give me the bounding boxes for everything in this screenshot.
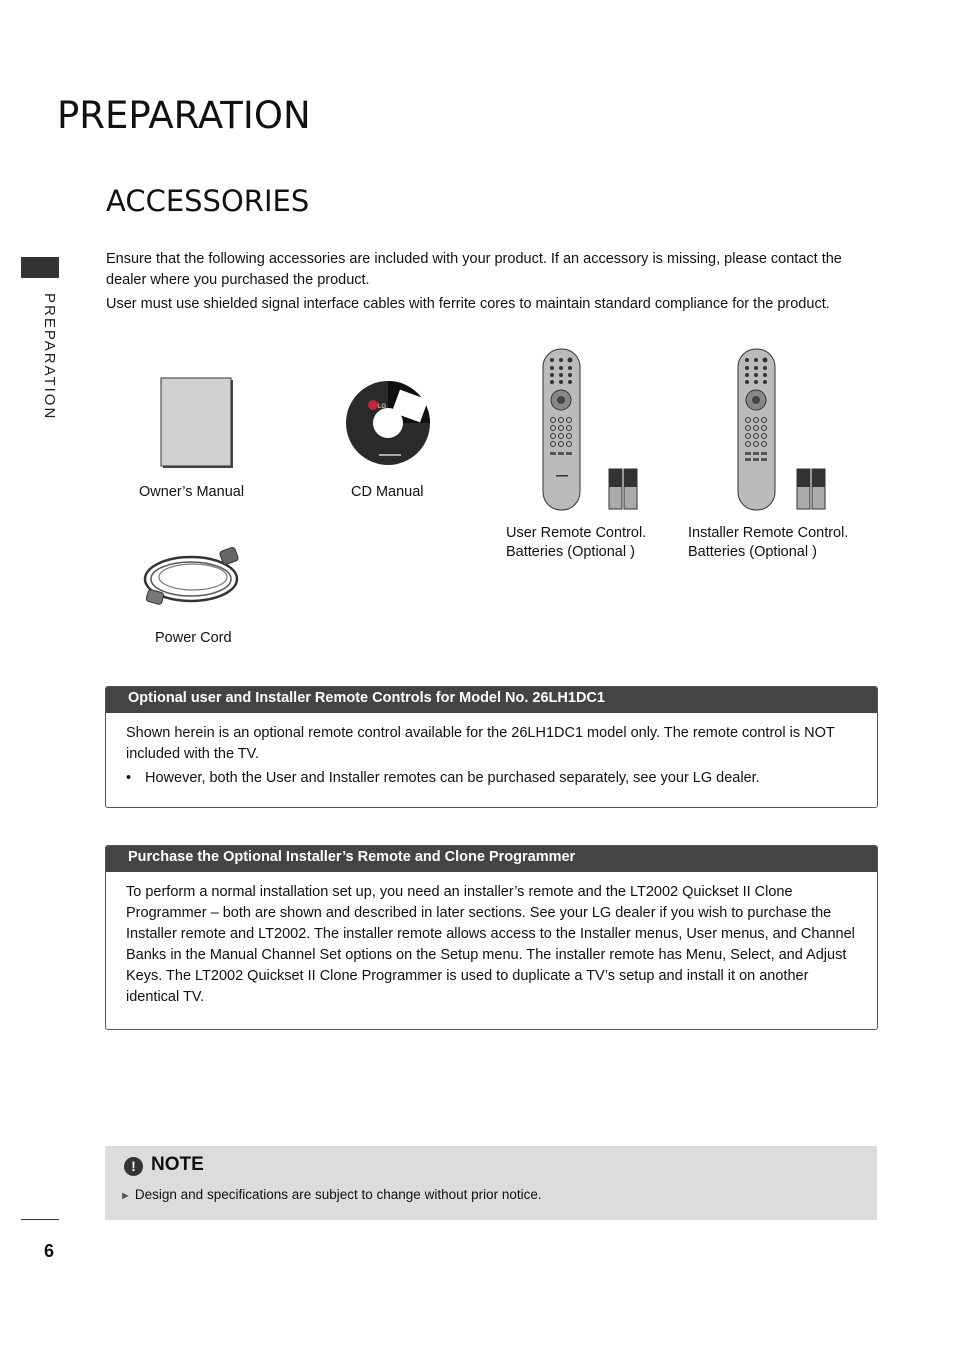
power-cord-caption: Power Cord [155, 630, 232, 646]
side-tab-marker [21, 257, 59, 278]
bullet-text: However, both the User and Installer remotes can be purchased separately, see your LG dealer. [145, 770, 760, 786]
optional-remotes-heading: Optional user and Installer Remote Controls for Model No. 26LH1DC1 [106, 687, 877, 713]
user-remote-image [542, 348, 582, 512]
cd-manual-image [345, 380, 431, 466]
owners-manual-caption: Owner’s Manual [139, 484, 245, 500]
optional-remotes-bullet [126, 768, 857, 789]
page-title: PREPARATION [57, 94, 311, 137]
note-title: NOTE [151, 1154, 204, 1175]
user-batteries-image [608, 467, 638, 511]
purchase-installer-text: To perform a normal installation set up, you need an installer’s remote and the LT2002 Quickset II Clone Programmer – both are shown and described in later sections. See your LG dealer if you wish to purchase the Installer remote and LT2002. The installer remote allows access to the Installer menus, User menus, and Channel Banks in the Manual Channel Set options on the Setup menu. The installer remote has Menu, Select, and Adjust Keys. The LT2002 Quickset II Clone Programmer is used to duplicate a TV’s setup and install it on another identical TV. [126, 884, 855, 1005]
power-cord-image [141, 545, 247, 607]
exclamation-icon: ! [124, 1157, 143, 1176]
intro-paragraph-2: User must use shielded signal interface cables with ferrite cores to maintain standard compliance for the product. [106, 296, 830, 312]
installer-remote-caption [688, 524, 848, 562]
installer-batteries-label: Batteries (Optional ) [688, 544, 817, 560]
user-batteries-label: Batteries (Optional ) [506, 544, 635, 560]
purchase-installer-heading: Purchase the Optional Installer’s Remote and Clone Programmer [106, 846, 877, 872]
installer-remote-label: Installer Remote Control. [688, 525, 849, 541]
section-title: ACCESSORIES [106, 184, 310, 218]
purchase-installer-box [105, 845, 878, 1030]
page-number: 6 [44, 1241, 55, 1261]
optional-remotes-text: Shown herein is an optional remote control available for the 26LH1DC1 model only. The remote control is NOT included with the TV. [126, 725, 835, 762]
bullet-symbol: • [126, 770, 132, 786]
page-number-rule [21, 1219, 59, 1220]
intro-paragraph-1: Ensure that the following accessories are included with your product. If an accessory is missing, please contact the dealer where you purchased the product. [106, 251, 842, 288]
optional-remotes-box [105, 686, 878, 808]
note-box [105, 1146, 877, 1220]
note-text: Design and specifications are subject to change without prior notice. [134, 1187, 542, 1202]
svg-text:LG: LG [378, 404, 387, 410]
note-text-row [120, 1187, 542, 1202]
installer-batteries-image [796, 467, 826, 511]
side-label: PREPARATION [41, 293, 58, 421]
arrow-right-icon: ► [120, 1190, 131, 1202]
user-remote-caption [506, 524, 646, 562]
owners-manual-image [160, 377, 236, 471]
user-remote-label: User Remote Control. [506, 525, 647, 541]
cd-manual-caption: CD Manual [351, 484, 424, 500]
installer-remote-image [737, 348, 777, 512]
